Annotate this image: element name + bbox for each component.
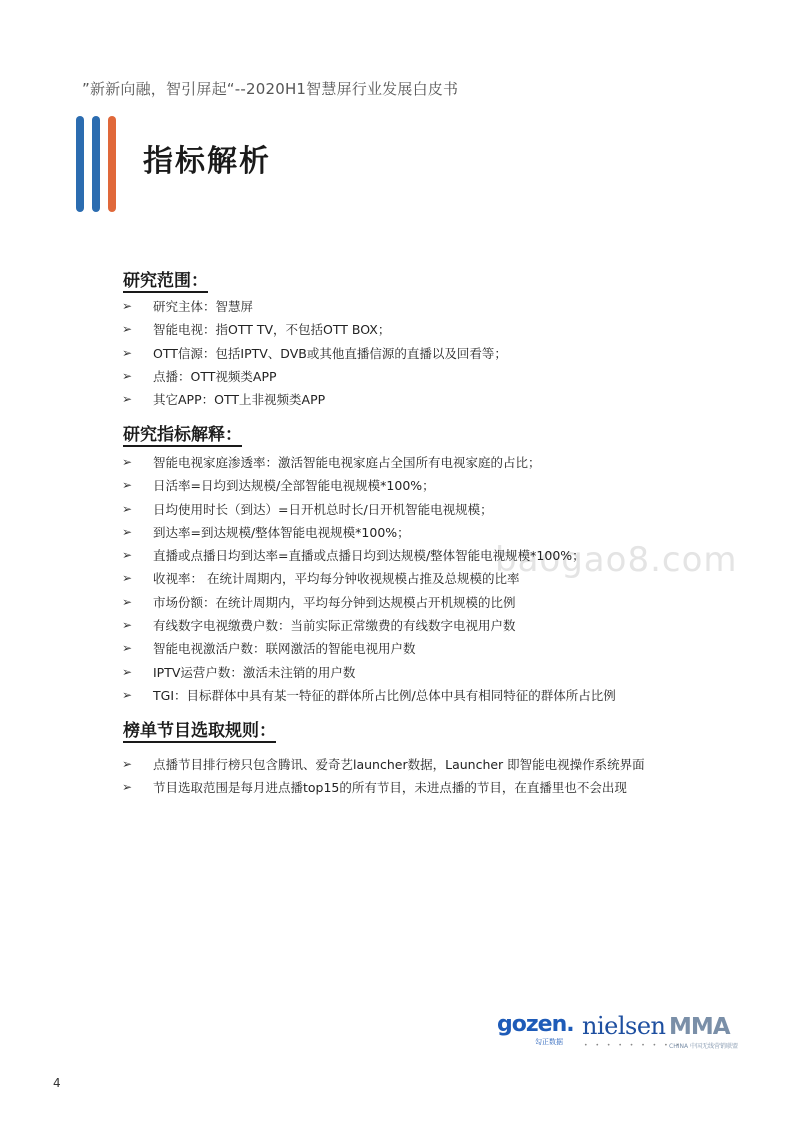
mma-logo-subtitle: CHINA 中国无线营销联盟: [669, 1043, 738, 1050]
arrow-bullet-icon: ➢: [122, 299, 133, 313]
list-item: [122, 544, 616, 567]
list-item: [122, 614, 616, 637]
list-item: [122, 342, 507, 365]
list-item-text: 有线数字电视缴费户数：当前实际正常缴费的有线数字电视用户数: [153, 618, 516, 634]
arrow-bullet-icon: ➢: [122, 368, 133, 383]
list-item-text: 节目选取范围是每月进点播top15的所有节目，未进点播的节目，在直播里也不会出现: [153, 780, 627, 796]
ranking-rules-list: [122, 753, 645, 800]
arrow-bullet-icon: ➢: [122, 322, 133, 337]
list-item: [122, 318, 507, 341]
arrow-bullet-icon: ➢: [122, 571, 133, 586]
arrow-bullet-icon: ➢: [122, 455, 133, 469]
list-item-text: 点播：OTT视频类APP: [153, 368, 277, 384]
list-item: [122, 295, 507, 318]
list-item-text: 智能电视：指OTT TV，不包括OTT BOX；: [153, 322, 391, 338]
arrow-bullet-icon: ➢: [122, 594, 133, 609]
arrow-bullet-icon: ➢: [122, 780, 133, 795]
arrow-bullet-icon: ➢: [122, 478, 133, 493]
section-heading-research-scope: 研究范围：: [123, 271, 208, 291]
list-item-text: 点播节目排行榜只包含腾讯、爱奇艺launcher数据，Launcher 即智能电视操作系统界面: [153, 757, 645, 772]
arrow-bullet-icon: ➢: [122, 687, 133, 702]
research-scope-list: [122, 295, 507, 411]
mma-logo: [669, 1014, 738, 1050]
list-item-text: 收视率： 在统计周期内，平均每分钟收视规模占推及总规模的比率: [153, 571, 520, 587]
decorative-bar-blue-1: [76, 116, 84, 212]
arrow-bullet-icon: ➢: [122, 501, 133, 516]
list-item-text: IPTV运营户数：激活未注销的用户数: [153, 664, 356, 680]
metric-definitions-list: [122, 451, 616, 707]
list-item: [122, 521, 616, 544]
gozen-logo: [497, 1012, 574, 1046]
list-item-text: 其它APP：OTT上非视频类APP: [153, 392, 326, 408]
list-item: [122, 498, 616, 521]
list-item-text: 日活率=日均到达规模/全部智能电视规模*100%；: [153, 478, 435, 494]
nielsen-logo: [582, 1012, 683, 1049]
watermark: baogao8.com: [495, 540, 738, 580]
document-header: ”新新向融，智引屏起“--2020H1智慧屏行业发展白皮书: [82, 80, 459, 98]
list-item-text: OTT信源：包括IPTV、DVB或其他直播信源的直播以及回看等；: [153, 345, 507, 361]
list-item-text: 智能电视家庭渗透率：激活智能电视家庭占全国所有电视家庭的占比；: [153, 455, 541, 470]
list-item: [122, 661, 616, 684]
arrow-bullet-icon: ➢: [122, 345, 133, 360]
gozen-logo-word: gozen.: [497, 1012, 574, 1037]
list-item: [122, 451, 616, 474]
list-item: [122, 753, 645, 776]
page-title: 指标解析: [143, 144, 271, 179]
mma-logo-word: MMA: [669, 1014, 730, 1040]
list-item: [122, 637, 616, 660]
list-item-text: 直播或点播日均到达率=直播或点播日均到达规模/整体智能电视规模*100%；: [153, 548, 585, 564]
decorative-bar-orange: [108, 116, 116, 212]
list-item: [122, 591, 616, 614]
arrow-bullet-icon: ➢: [122, 524, 133, 539]
list-item: [122, 474, 616, 497]
nielsen-logo-word: nielsen: [582, 1012, 666, 1040]
arrow-bullet-icon: ➢: [122, 664, 133, 679]
list-item-text: 到达率=到达规模/整体智能电视规模*100%；: [153, 524, 410, 540]
list-item-text: 智能电视激活户数：联网激活的智能电视用户数: [153, 641, 416, 657]
partner-logos: [497, 1012, 747, 1052]
list-item-text: TGI：目标群体中具有某一特征的群体所占比例/总体中具有相同特征的群体所占比例: [153, 687, 616, 703]
list-item-text: 研究主体：智慧屏: [153, 299, 254, 314]
arrow-bullet-icon: ➢: [122, 757, 133, 771]
arrow-bullet-icon: ➢: [122, 548, 133, 563]
list-item: [122, 567, 616, 590]
list-item-text: 市场份额：在统计周期内，平均每分钟到达规模占开机规模的比例: [153, 594, 516, 610]
gozen-logo-subtitle: 勾正数据: [535, 1038, 563, 1046]
list-item: [122, 684, 616, 707]
arrow-bullet-icon: ➢: [122, 618, 133, 633]
section-heading-metric-definitions: 研究指标解释：: [123, 425, 242, 445]
section-heading-ranking-rules: 榜单节目选取规则：: [123, 721, 276, 741]
list-item-text: 日均使用时长（到达）=日开机总时长/日开机智能电视规模；: [153, 501, 493, 517]
list-item: [122, 365, 507, 388]
decorative-bar-blue-2: [92, 116, 100, 212]
page-number: 4: [53, 1076, 61, 1090]
arrow-bullet-icon: ➢: [122, 641, 133, 656]
list-item: [122, 776, 645, 799]
list-item: [122, 388, 507, 411]
arrow-bullet-icon: ➢: [122, 392, 133, 407]
nielsen-logo-dots: • • • • • • • • •: [584, 1042, 683, 1049]
